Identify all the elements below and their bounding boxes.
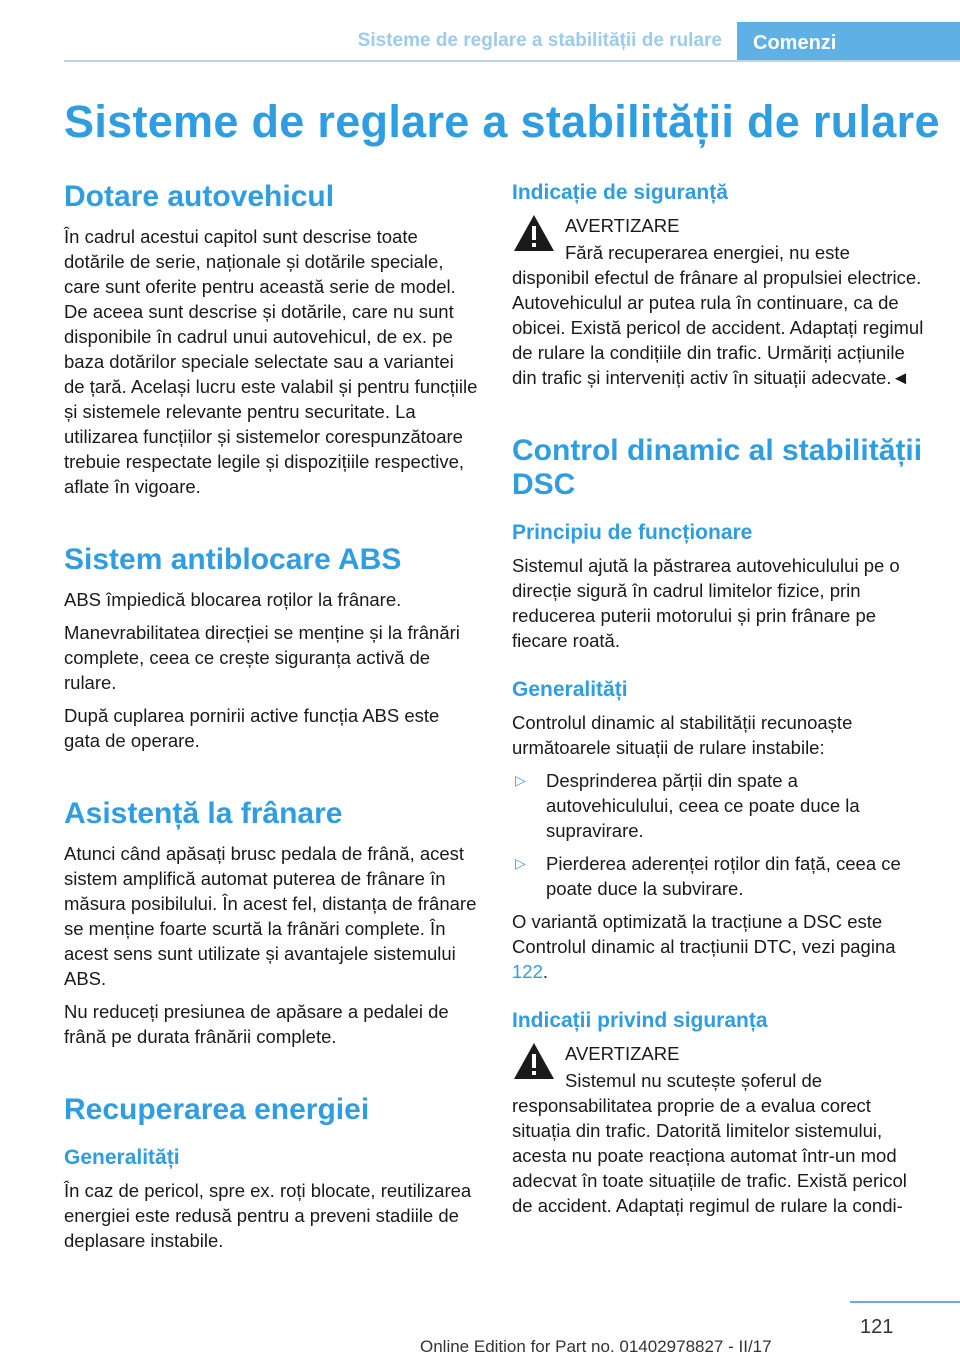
paragraph-abs-3: După cuplarea pornirii active funcția ABS este gata de operare. — [64, 705, 440, 751]
paragraph-principiu: Sistemul ajută la păstrarea autovehiculului pe o direcție sigură în cadrul limitelor fizice, prin reducerea puterii motorului și prin frânare pe fiecare roată. — [512, 555, 900, 651]
triangle-bullet-icon: ▷ — [515, 855, 526, 871]
subheading-principiu-functionare: Principiu de funcționare — [512, 521, 753, 544]
list-item-text: Desprinderea părții din spate a autovehiculului, ceea ce poate duce la supravirare. — [546, 770, 860, 841]
dtc-text: O variantă optimizată la tracțiune a DSC este Controlul dinamic al tracțiunii DTC, vezi pagina — [512, 911, 896, 957]
triangle-bullet-icon: ▷ — [515, 772, 526, 788]
warning-text-recuperare: Fără recuperarea energiei, nu este disponibil efectul de frânare al propulsiei electrice. Autovehiculul ar putea rula în continuare, ca de obicei. Există pericol de accident. Adaptați regimul de rulare la condițiile din trafic. Urmăriți acțiunile din trafic și interveniți activ în situații adecvate.◄ — [512, 242, 924, 388]
edition-note: Online Edition for Part no. 01402978827 - II/17 — [420, 1337, 772, 1356]
header-tab-comenzi[interactable]: Comenzi — [737, 22, 960, 62]
dtc-end: . — [542, 961, 549, 982]
warning-title: AVERTIZARE — [565, 215, 680, 236]
heading-dotare-autovehicul: Dotare autovehicul — [64, 180, 335, 213]
header-section-title: Sisteme de reglare a stabilității de rulare — [357, 30, 722, 51]
paragraph-dotare: În cadrul acestui capitol sunt descrise toate dotările de serie, naționale și dotările speciale, care sunt oferite pentru această serie de model. De aceea sunt descrise și dotările, care nu sunt disponibile în cadrul unui autovehicul, de ex. pe baza dotărilor speciale selectate sau a variantei de țară. Același lucru este valabil și pentru funcțiile și sistemele relevante pentru securitate. La utilizarea funcțiilor și sistemelor corespunzătoare trebuie respectate legile și dispozițiile respective, aflate în vigoare. — [64, 226, 478, 497]
heading-indicatie-siguranta: Indicație de siguranță — [512, 181, 728, 204]
paragraph-abs-2: Manevrabilitatea direcției se menține și la frânări complete, ceea ce crește siguranța activă de rulare. — [64, 622, 460, 693]
list-item — [512, 768, 926, 843]
heading-abs: Sistem antiblocare ABS — [64, 543, 402, 576]
warning-text-dsc: Sistemul nu scutește șoferul de responsabilitatea proprie de a evalua corect situația din trafic. Datorită limitelor sistemului, acesta nu poate reacționa automat într-un mod adecvat în toate situațiile de trafic. Există pericol de accident. Adaptați regimul de rulare la condi- — [512, 1070, 907, 1216]
page-link-122[interactable]: 122 — [512, 961, 543, 982]
warning-title: AVERTIZARE — [565, 1043, 680, 1064]
paragraph-generalitati-dsc: Controlul dinamic al stabilității recunoaște următoarele situații de rulare instabile: — [512, 712, 853, 758]
page-number: 121 — [860, 1316, 894, 1338]
paragraph-recuperare: În caz de pericol, spre ex. roți blocate, reutilizarea energiei este redusă pentru a preveni stadiile de deplasare instabile. — [64, 1180, 472, 1251]
page-title: Sisteme de reglare a stabilității de rulare — [64, 96, 940, 147]
footer-rule — [850, 1301, 960, 1303]
list-item — [512, 851, 926, 901]
paragraph-asistenta-1: Atunci când apăsați brusc pedala de frână, acest sistem amplifică automat puterea de frânare în măsura posibilului. În acest fel, distanța de frânare se menține foarte scurtă la frânări complete. În acest sens sunt utilizate și avantajele sistemului ABS. — [64, 843, 477, 989]
left-column — [64, 180, 478, 1261]
warning-triangle-icon — [512, 1041, 556, 1081]
paragraph-abs-1: ABS împiedică blocarea roților la frânare. — [64, 589, 402, 610]
heading-asistenta-franare: Asistență la frânare — [64, 797, 343, 830]
warning-triangle-icon — [512, 213, 556, 253]
heading-recuperarea-energiei: Recuperarea energiei — [64, 1093, 370, 1126]
subheading-generalitati-dsc: Generalități — [512, 678, 628, 701]
list-item-text: Pierderea aderenței roților din față, ceea ce poate duce la subvirare. — [546, 853, 901, 899]
subheading-generalitati-recuperare: Generalități — [64, 1146, 180, 1169]
paragraph-asistenta-2: Nu reduceți presiunea de apăsare a pedalei de frână pe durata frânării complete. — [64, 1001, 449, 1047]
header-rule — [64, 60, 960, 62]
warning-box-dsc — [512, 1041, 926, 1218]
warning-box-recuperare — [512, 213, 926, 390]
heading-dsc: Control dinamic al stabilității DSC — [512, 434, 923, 501]
right-column — [512, 180, 926, 1226]
subheading-indicatii-siguranta: Indicații privind siguranța — [512, 1009, 768, 1032]
paragraph-dtc — [512, 909, 926, 984]
bullet-list-situatii — [512, 768, 926, 901]
